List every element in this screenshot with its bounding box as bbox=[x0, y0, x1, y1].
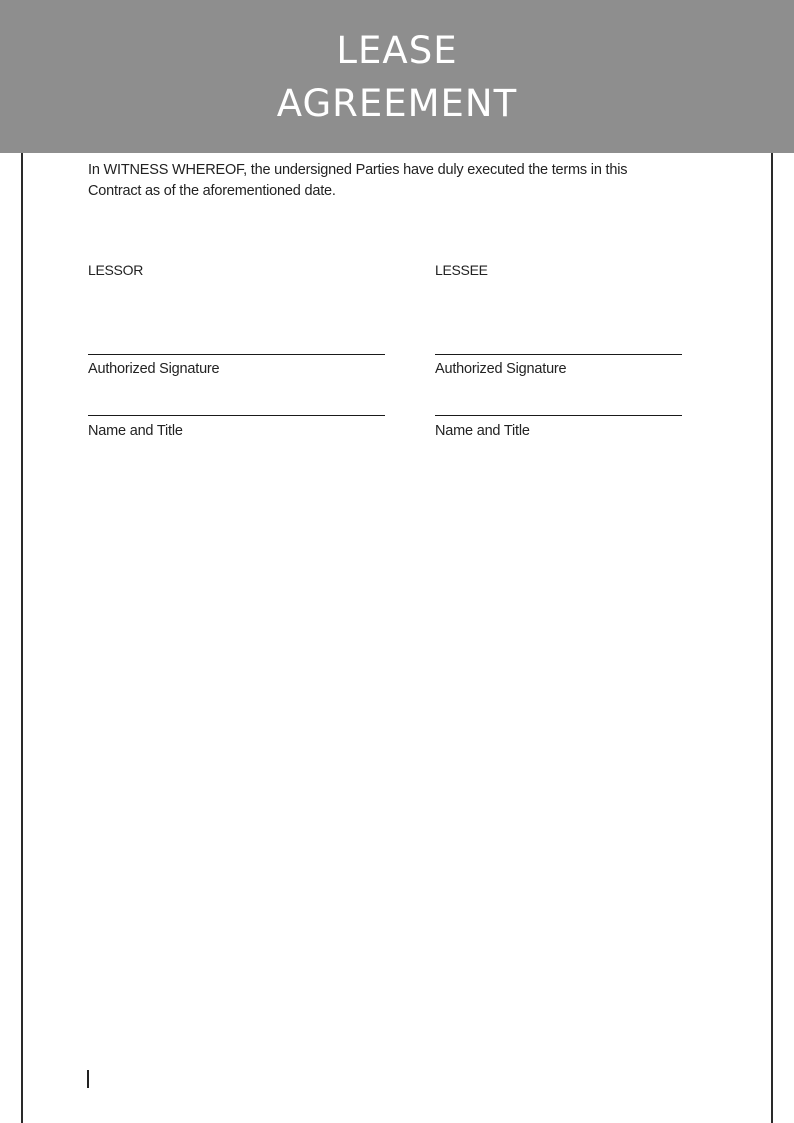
banner-title-line-2: AGREEMENT bbox=[276, 81, 518, 125]
lessee-signature-line bbox=[435, 354, 682, 355]
lessee-name-label: Name and Title bbox=[435, 423, 530, 439]
lessee-heading: LESSEE bbox=[435, 262, 488, 278]
text-cursor bbox=[87, 1070, 89, 1088]
witness-clause-line-1: In WITNESS WHEREOF, the undersigned Parties have duly executed the terms in this bbox=[88, 162, 628, 178]
lessor-name-line bbox=[88, 415, 385, 416]
lessor-signature-label: Authorized Signature bbox=[88, 361, 220, 377]
lessor-heading: LESSOR bbox=[88, 262, 143, 278]
banner-title-line-1: LEASE bbox=[336, 28, 458, 72]
lessor-signature-line bbox=[88, 354, 385, 355]
lessee-name-line bbox=[435, 415, 682, 416]
document-content bbox=[88, 160, 688, 439]
lessor-column bbox=[88, 262, 220, 439]
lessee-signature-label: Authorized Signature bbox=[435, 361, 567, 377]
witness-clause-line-2: Contract as of the aforementioned date. bbox=[88, 183, 336, 199]
title-banner bbox=[0, 0, 794, 153]
lessee-column bbox=[435, 262, 567, 439]
lessor-name-label: Name and Title bbox=[88, 423, 183, 439]
witness-clause bbox=[88, 160, 688, 202]
